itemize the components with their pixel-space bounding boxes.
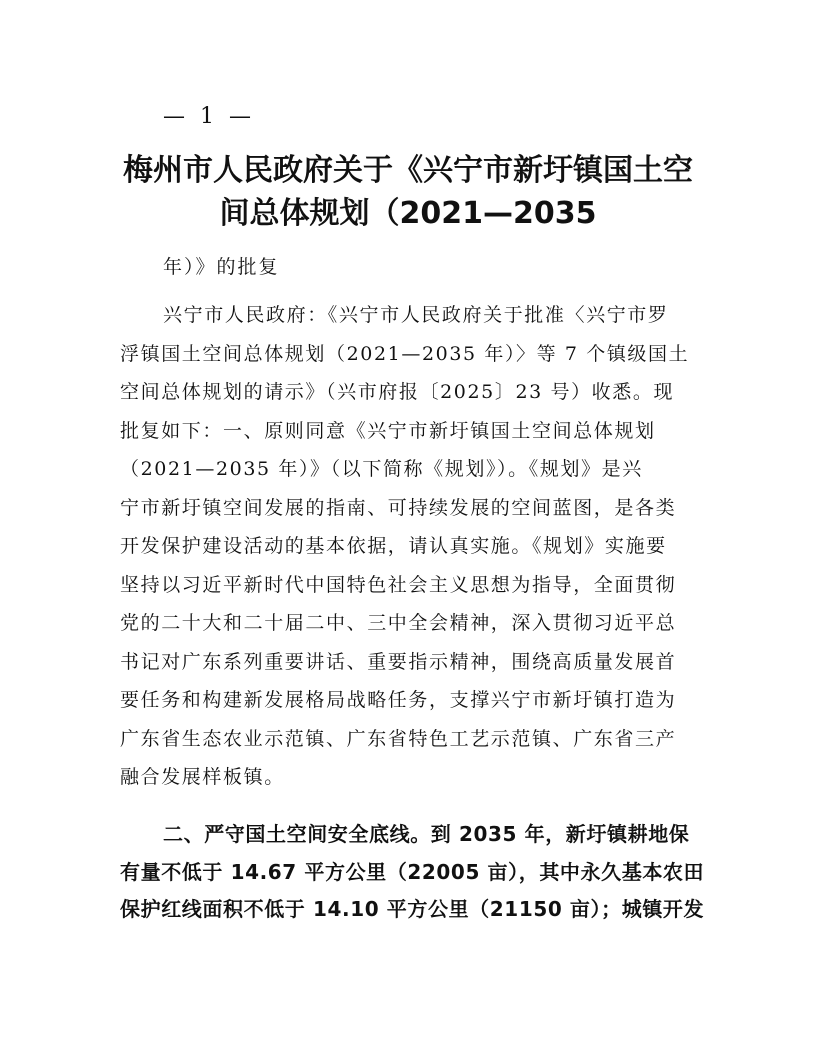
body-line: 宁市新圩镇空间发展的指南、可持续发展的空间蓝图，是各类 <box>120 496 677 519</box>
page-number: — 1 — <box>163 104 255 129</box>
body-line: 空间总体规划的请示》（兴市府报〔2025〕23 号）收悉。现 <box>120 381 675 403</box>
body-line: 浮镇国土空间总体规划（2021—2035 年）〉等 7 个镇级国土 <box>120 342 690 365</box>
section-2-line: 有量不低于 14.67 平方公里（22005 亩），其中永久基本农田 <box>120 859 705 884</box>
document-title-tail: 年）》的批复 <box>163 256 280 278</box>
body-line: 批复如下：一、原则同意《兴宁市新圩镇国土空间总体规划 <box>120 419 656 442</box>
body-line: 兴宁市人民政府：《兴宁市人民政府关于批准〈兴宁市罗 <box>163 304 669 326</box>
section-2-paragraph <box>120 816 705 929</box>
body-line: 开发保护建设活动的基本依据，请认真实施。《规划》实施要 <box>120 535 667 557</box>
section-2-line: 保护红线面积不低于 14.10 平方公里（21150 亩）；城镇开发 <box>120 897 705 921</box>
body-line: 广东省生态农业示范镇、广东省特色工艺示范镇、广东省三产 <box>120 727 677 750</box>
body-line: 党的二十大和二十届二中、三中全会精神，深入贯彻习近平总 <box>120 612 677 634</box>
body-line: 融合发展样板镇。 <box>120 766 285 788</box>
body-line: 坚持以习近平新时代中国特色社会主义思想为指导，全面贯彻 <box>120 573 677 596</box>
document-title-line-2: 间总体规划（2021—2035 <box>219 196 597 231</box>
document-title-line-1: 梅州市人民政府关于《兴宁市新圩镇国土空 <box>123 153 693 188</box>
body-line: 要任务和构建新发展格局战略任务，支撑兴宁市新圩镇打造为 <box>120 689 677 711</box>
body-paragraph <box>120 296 696 797</box>
body-line: （2021—2035 年）》（以下简称《规划》）。《规划》是兴 <box>120 458 643 480</box>
section-2-line: 二、严守国土空间安全底线。到 2035 年，新圩镇耕地保 <box>163 822 690 846</box>
body-line: 书记对广东系列重要讲话、重要指示精神，围绕高质量发展首 <box>120 650 677 673</box>
